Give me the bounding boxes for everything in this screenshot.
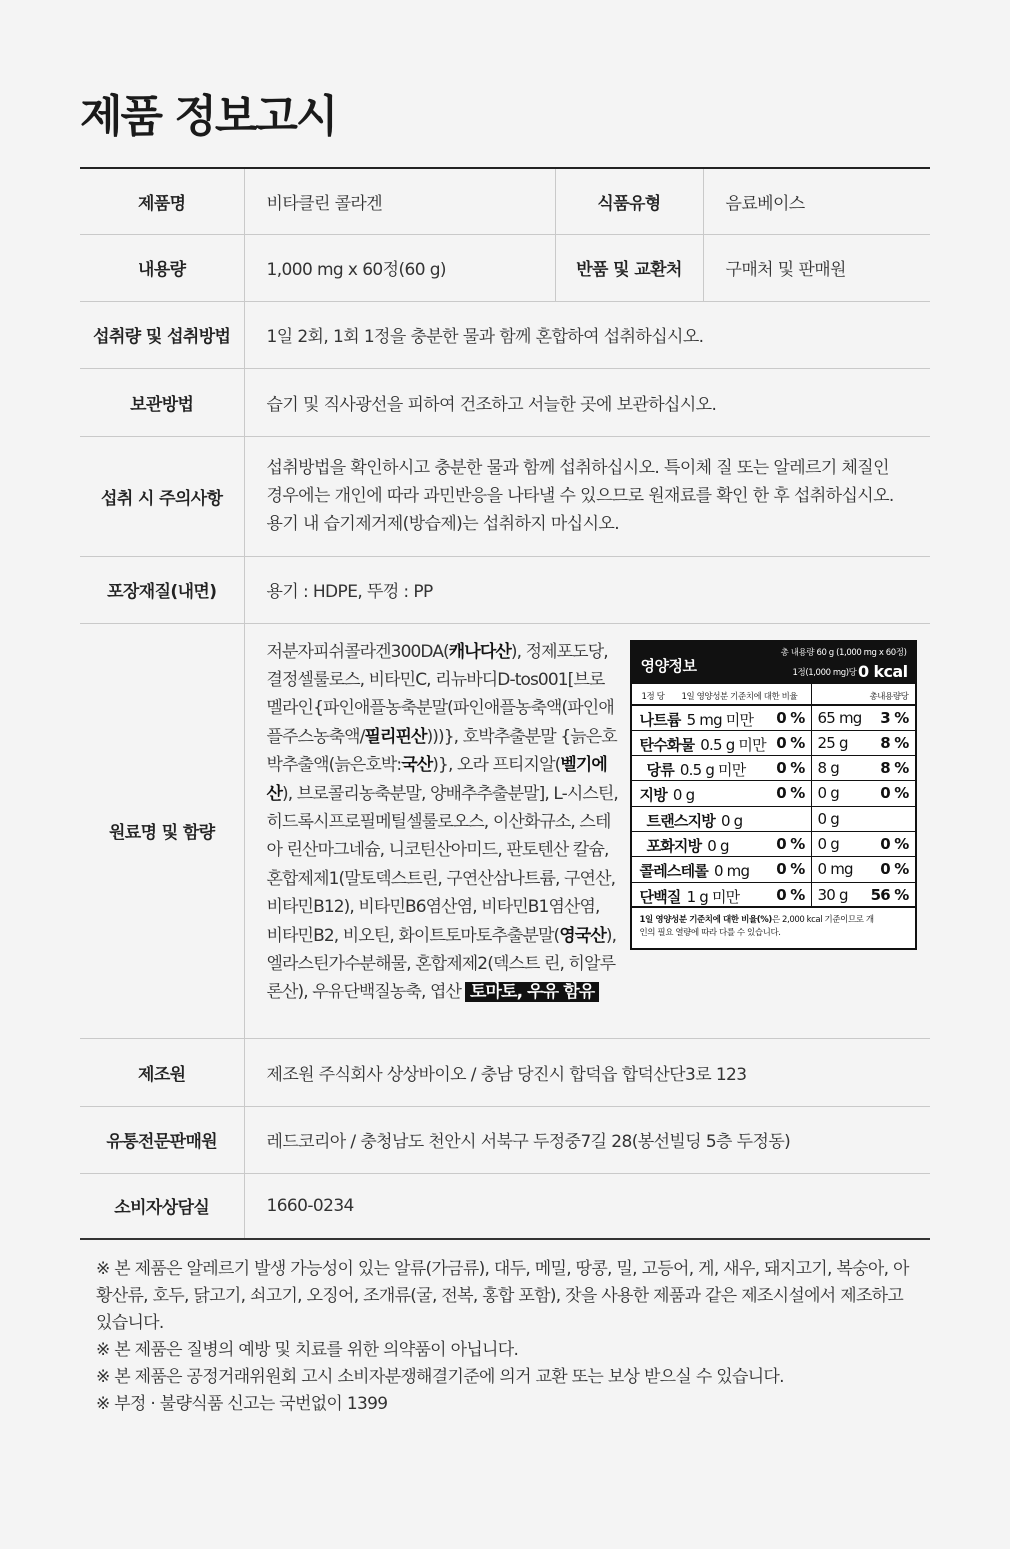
nutrition-divider [811, 756, 812, 780]
caution-line-2: 경우에는 개인에 따라 과민반응을 나타낼 수 있으므로 원재료를 확인 한 후 섭취하십시오. [266, 486, 894, 506]
distributor-label: 유통전문판매원 [80, 1106, 244, 1173]
caution-line-3: 용기 내 습기제거제(방습제)는 섭취하지 마십시오. [266, 514, 620, 534]
nutrient-percent: 0 % [776, 860, 805, 879]
nutrition-divider [811, 781, 812, 805]
nutrition-row [632, 832, 915, 857]
nutrient-percent: 0 % [776, 708, 805, 727]
nutrition-per: 1정(1,000 mg)당 [792, 667, 857, 678]
food-type-label: 식품유형 [555, 168, 703, 234]
page-title: 제품 정보고시 [80, 91, 337, 142]
nutrient-amount: 5 mg 미만 [686, 710, 754, 729]
nutrient-total-percent: 0 % [880, 834, 909, 853]
nutrient-name: 지방 0 g [639, 786, 695, 805]
ingredients-origin: 필리핀산 [364, 726, 427, 747]
nutrition-subheader [632, 684, 915, 706]
nutrient-total: 25 g [817, 733, 848, 752]
nutrient-total: 0 g [817, 834, 839, 853]
ingredients-part: )))}, 호박추출분말 {늙은호박추출액(늙은호박: [266, 726, 617, 776]
nutrition-divider [811, 731, 812, 755]
return-value: 구매처 및 판매원 [703, 234, 930, 301]
note-line: ※ 본 제품은 공정거래위원회 고시 소비자분쟁해결기준에 의거 교환 또는 보상 받으실 수 있습니다. [96, 1367, 784, 1387]
table-row [80, 436, 930, 556]
ingredients-part: ), 정제포도당, 결정셀룰로스, 비타민C, 리뉴바디D-tos001[브로멜라인{파인애플농축분말(파인애플농축액(파인애플주스농축액/ [266, 641, 614, 747]
nutrition-row [632, 857, 915, 882]
nutrition-kcal: 0 kcal [857, 661, 908, 681]
nutrient-percent: 0 % [776, 885, 805, 904]
table-row [80, 1106, 930, 1173]
nutrition-row [632, 731, 915, 756]
nutrient-amount: 0 g [707, 836, 729, 855]
ingredients-label: 원료명 및 함량 [80, 623, 244, 1038]
nutrition-divider [811, 832, 812, 856]
nutrient-name: 포화지방 0 g [646, 836, 729, 855]
manufacturer-label: 제조원 [80, 1038, 244, 1106]
nutrient-amount: 0.5 g 미만 [700, 735, 766, 754]
intake-label: 섭취량 및 섭취방법 [80, 301, 244, 368]
nutrition-row [632, 781, 915, 806]
table-row [80, 623, 930, 1038]
intake-value: 1일 2회, 1회 1정을 충분한 물과 함께 혼합하여 섭취하십시오. [244, 301, 930, 368]
ingredients-text [267, 638, 619, 1007]
product-name-value: 비타클린 콜라겐 [244, 168, 555, 234]
note-line: 있습니다. [96, 1313, 164, 1333]
note-line: ※ 본 제품은 질병의 예방 및 치료를 위한 의약품이 아닙니다. [96, 1340, 519, 1360]
ingredients-origin: 영국산 [559, 925, 606, 946]
nutrient-total-percent: 56 % [870, 885, 909, 904]
nutrient-total-percent: 8 % [880, 733, 909, 752]
content-label: 내용량 [80, 234, 244, 301]
nutrition-footnote [632, 908, 915, 946]
caution-value [244, 436, 930, 556]
table-row [80, 368, 930, 436]
nutrition-foot-bold: 1일 영양성분 기준치에 대한 비율(%) [639, 914, 772, 925]
distributor-value: 레드코리아 / 충청남도 천안시 서북구 두정중7길 28(봉선빌딩 5층 두정동) [244, 1106, 930, 1173]
nutrient-percent: 0 % [776, 834, 805, 853]
caution-line-1: 섭취방법을 확인하시고 충분한 물과 함께 섭취하십시오. 특이체 질 또는 알레르기 체질인 [266, 458, 889, 478]
table-row [80, 301, 930, 368]
consumer-value: 1660-0234 [266, 1195, 354, 1216]
ingredients-origin: 국산 [401, 755, 433, 776]
nutrient-name: 나트륨 5 mg 미만 [639, 710, 754, 729]
allergen-badge: 토마토, 우유 함유 [465, 982, 599, 1002]
nutrient-amount: 0 g [720, 811, 743, 830]
nutrition-sub-total: 총내용량당 [869, 691, 909, 702]
nutrient-name: 당류 0.5 g 미만 [646, 761, 746, 780]
packaging-label: 포장재질(내면) [80, 556, 244, 623]
nutrient-amount: 0 g [672, 786, 695, 805]
nutrition-divider [811, 883, 812, 906]
table-row [80, 234, 930, 301]
nutrient-total: 0 mg [817, 860, 853, 879]
caution-label: 섭취 시 주의사항 [80, 436, 244, 556]
nutrition-foot-line: 인의 필요 열량에 따라 다를 수 있습니다. [639, 927, 781, 938]
product-name-label: 제품명 [80, 168, 244, 234]
nutrient-amount: 1 g 미만 [686, 887, 740, 906]
nutrient-percent: 0 % [776, 733, 805, 752]
ingredients-part: ), 브로콜리농축분말, 양배추추출분말], L-시스틴, 히드록시프로필메틸셀룰로오스, 이산화규소, 스테아 린산마그네슘, 니코틴산아미드, 판토텐산 칼슘, 혼합제제1(말토덱스트린, 구연산삼나트륨, 구연산, 비타민B12), 비타민B6염산염, 비타민B1염산염, 비타민B2, 비오틴, 화이트토마토추출분말( [266, 783, 618, 946]
note-line: 황산류, 호두, 닭고기, 쇠고기, 오징어, 조개류(굴, 전복, 홍합 포함), 잣을 사용한 제품과 같은 제조시설에서 제조하고 [96, 1286, 904, 1306]
ingredients-part: )}, 오라 프티지알( [432, 755, 561, 776]
storage-value: 습기 및 직사광선을 피하여 건조하고 서늘한 곳에 보관하십시오. [244, 368, 930, 436]
note-line: ※ 본 제품은 알레르기 발생 가능성이 있는 알류(가금류), 대두, 메밀, 땅콩, 밀, 고등어, 게, 새우, 돼지고기, 복숭아, 아 [96, 1259, 909, 1279]
nutrition-row [632, 706, 915, 731]
nutrition-foot-line: 은 2,000 kcal 기준이므로 개 [771, 914, 874, 925]
nutrition-divider [811, 684, 812, 704]
nutrient-total: 30 g [817, 885, 848, 904]
nutrient-percent: 0 % [776, 759, 805, 778]
table-row [80, 1173, 930, 1239]
nutrient-name: 탄수화물 0.5 g 미만 [639, 735, 766, 754]
nutrition-facts-panel [630, 640, 917, 950]
nutrition-row [632, 883, 915, 908]
nutrition-row [632, 807, 915, 832]
notes [96, 1256, 936, 1418]
table-row [80, 1038, 930, 1106]
nutrition-header [632, 642, 915, 684]
nutrient-total-percent: 0 % [880, 784, 909, 803]
nutrient-total: 0 g [817, 784, 839, 803]
food-type-value: 음료베이스 [703, 168, 930, 234]
nutrition-divider [811, 857, 812, 881]
nutrient-name: 트랜스지방 0 g [646, 811, 743, 830]
nutrient-percent: 0 % [776, 784, 805, 803]
nutrient-total-percent: 8 % [880, 759, 909, 778]
nutrient-total-percent: 0 % [880, 860, 909, 879]
nutrition-title: 영양정보 [640, 656, 697, 675]
storage-label: 보관방법 [80, 368, 244, 436]
product-info-table [80, 167, 930, 1240]
nutrient-name: 단백질 1 g 미만 [639, 887, 740, 906]
return-label: 반품 및 교환처 [555, 234, 703, 301]
ingredients-origin: 벨기에산 [266, 755, 607, 804]
ingredients-part: 저분자피쉬콜라겐300DA( [266, 641, 449, 662]
ingredients-cell [244, 623, 930, 1038]
table-row [80, 168, 930, 234]
nutrition-sub-per: 1정 당 [641, 691, 665, 702]
nutrient-total: 0 g [817, 809, 839, 828]
nutrition-divider [811, 706, 812, 730]
nutrient-total-percent: 3 % [880, 708, 909, 727]
consumer-label: 소비자상담실 [80, 1173, 244, 1239]
nutrition-total: 총 내용량 60 g (1,000 mg x 60정) [780, 647, 907, 658]
nutrition-row [632, 756, 915, 781]
ingredients-origin: 캐나다산 [448, 641, 511, 662]
nutrient-total: 65 mg [817, 708, 862, 727]
nutrient-amount: 0 mg [713, 862, 750, 881]
nutrient-name: 콜레스테롤 0 mg [639, 862, 750, 881]
manufacturer-value: 제조원 주식회사 상상바이오 / 충남 당진시 합덕읍 합덕산단3로 123 [244, 1038, 930, 1106]
nutrition-sub-ratio: 1일 영양성분 기준치에 대한 비율 [681, 691, 798, 702]
nutrient-total: 8 g [817, 759, 839, 778]
note-line: ※ 부정 · 불량식품 신고는 국번없이 1399 [96, 1394, 388, 1414]
ingredients-part: ), 엘라스틴가수분해물, 혼합제제2(덱스트 린, 히알루론산), 우유단백질농축, 엽산 [266, 925, 617, 1003]
nutrition-divider [811, 807, 812, 831]
content-value: 1,000 mg x 60정(60 g) [244, 234, 555, 301]
nutrient-amount: 0.5 g 미만 [679, 761, 746, 780]
table-row [80, 556, 930, 623]
packaging-value: 용기 : HDPE, 뚜껑 : PP [244, 556, 930, 623]
